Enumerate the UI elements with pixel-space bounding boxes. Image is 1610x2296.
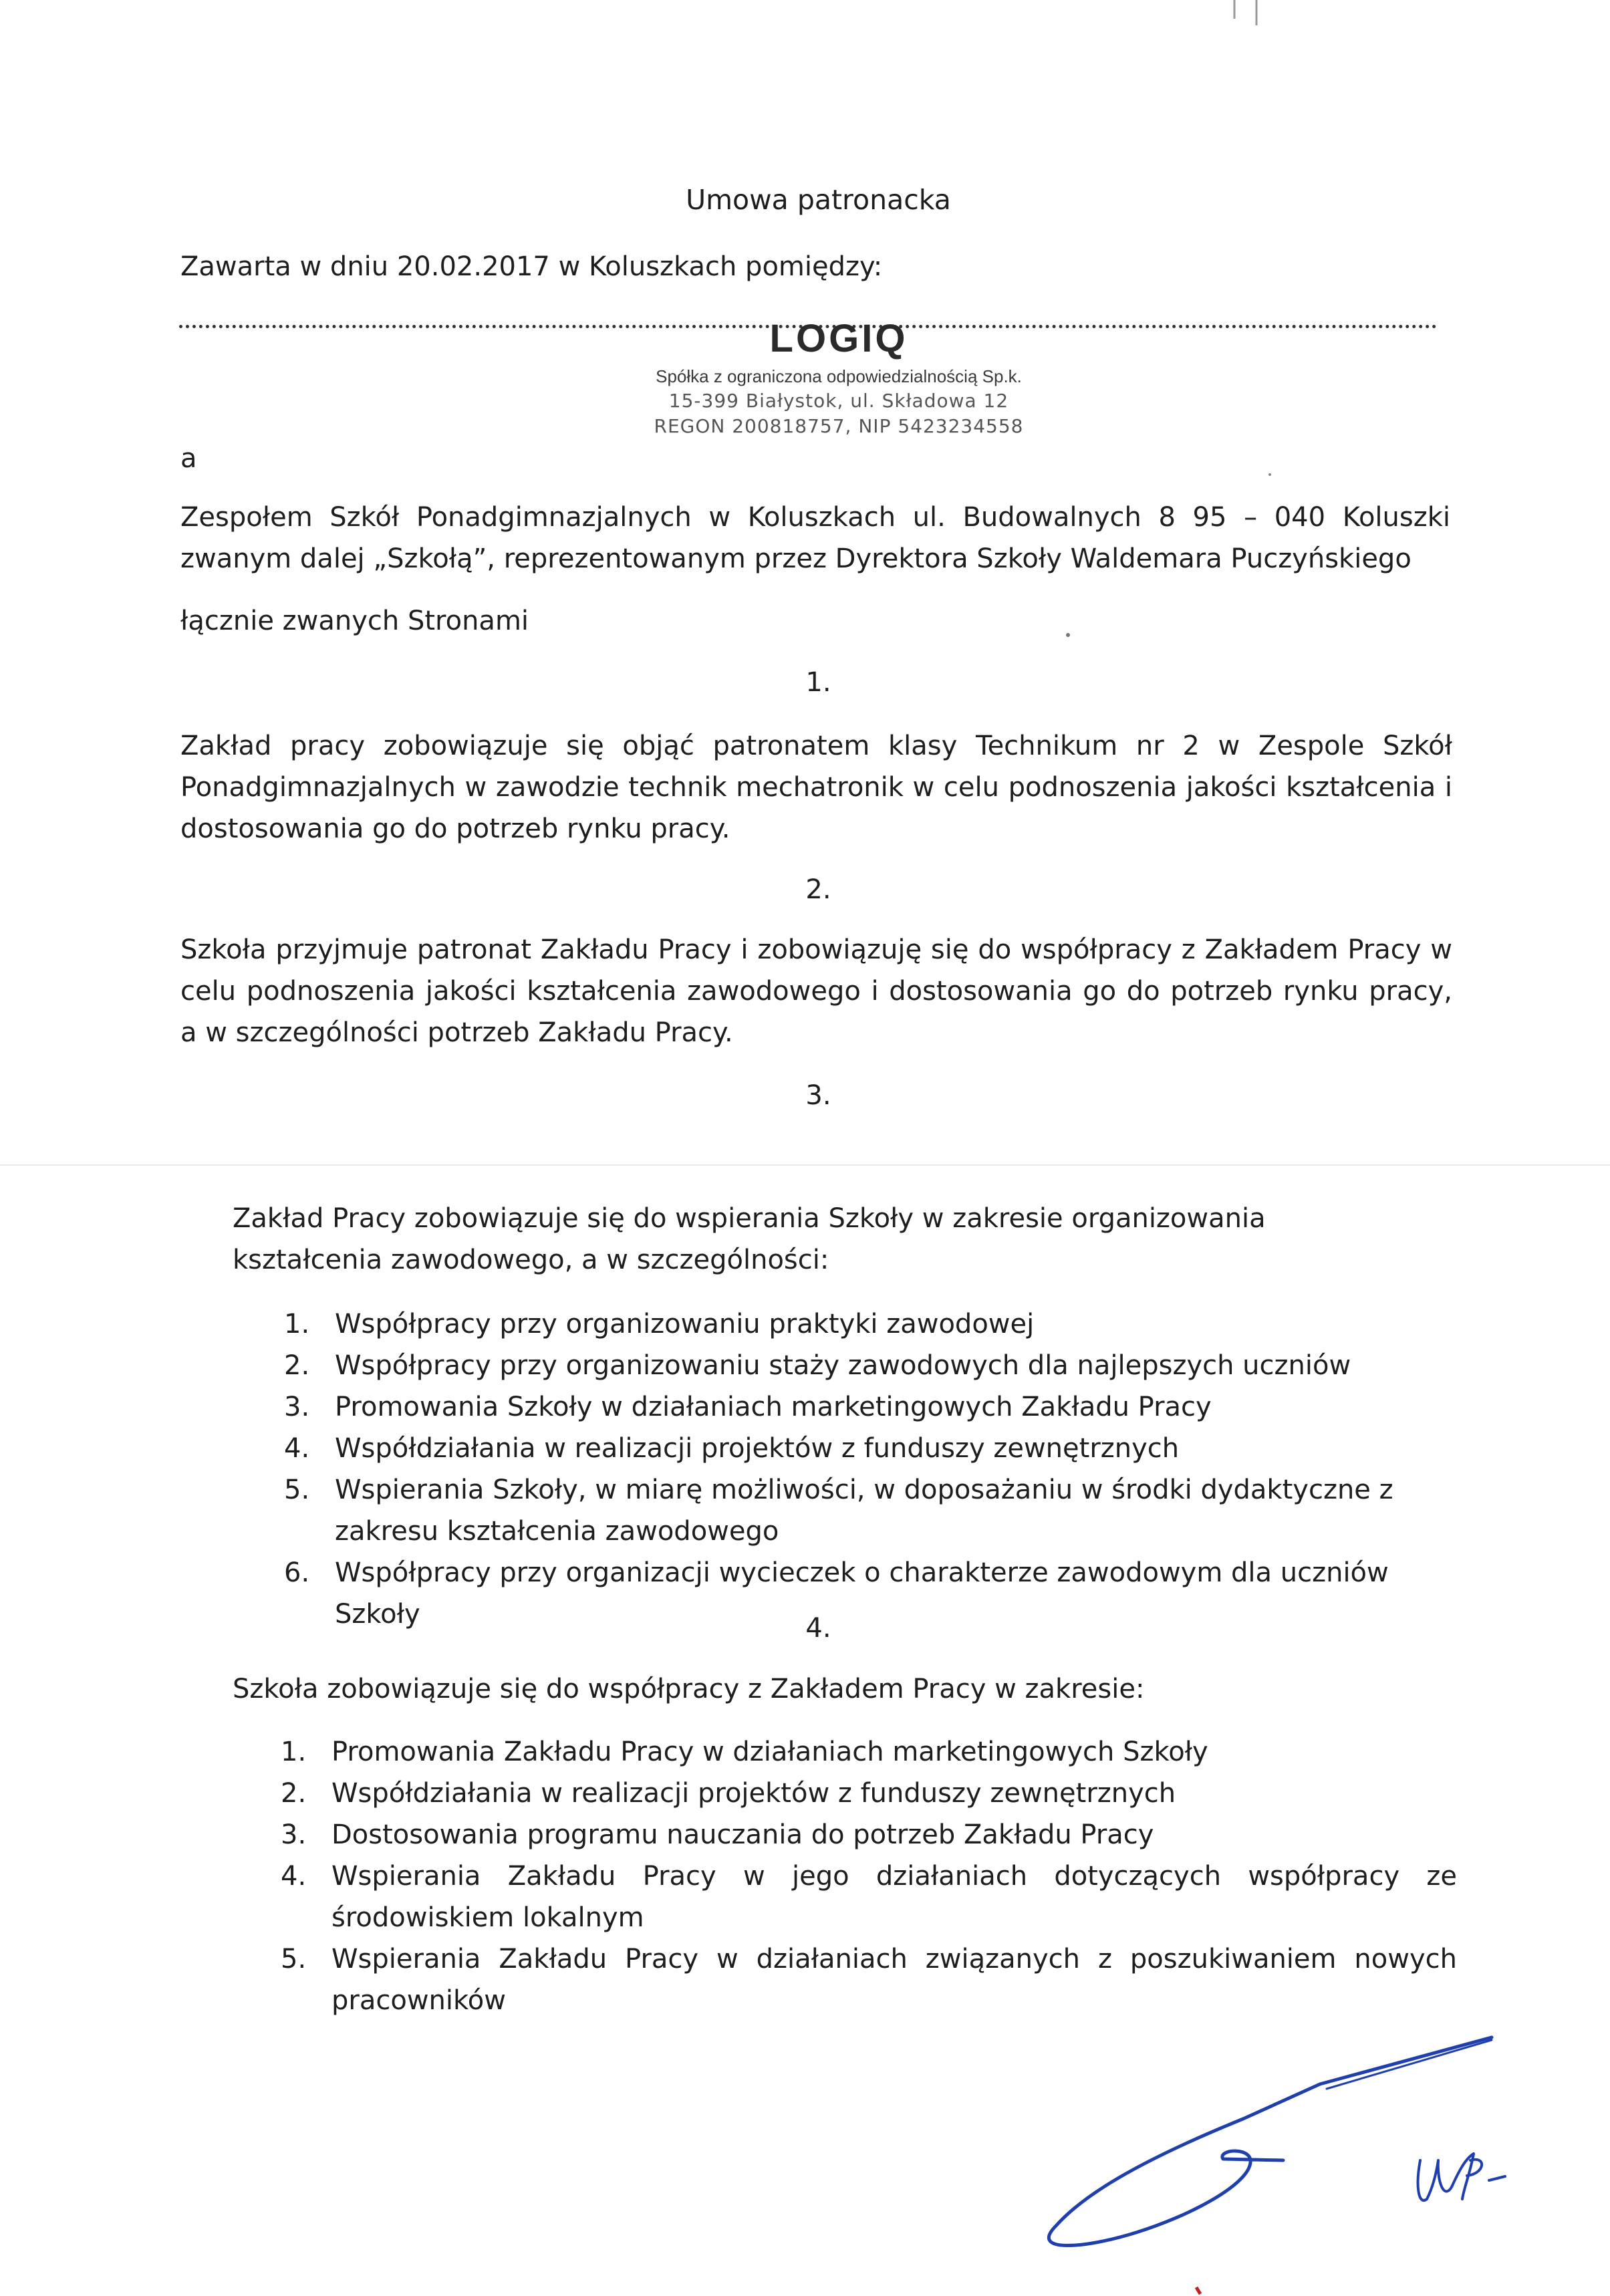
list-item-text: Współpracy przy organizowaniu staży zawodowych dla najlepszych uczniów [335,1350,1351,1381]
section-4-text: Szkoła zobowiązuje się do współpracy z Zakładem Pracy w zakresie: [233,1674,1145,1704]
list-item-number: 2. [281,1778,307,1809]
list-item-number: 1. [281,1737,307,1767]
list-item-number: 5. [281,1944,307,1974]
section-3-text: Zakład Pracy zobowiązuje się do wspierania Szkoły w zakresie organizowania kształcenia zawodowego, a w szczególności: [233,1203,1266,1275]
list-item-text: Współpracy przy organizowaniu praktyki zawodowej [335,1309,1035,1340]
list-item-text: Promowania Zakładu Pracy w działaniach marketingowych Szkoły [331,1737,1208,1767]
section-1-text: Zakład pracy zobowiązuje się objąć patronatem klasy Technikum nr 2 w Zespole Szkół Ponadgimnazjalnych w zawodzie technik mechatronik w celu podnoszenia jakości kształcenia i dostosowania go do potrzeb rynku pracy. [180,731,1452,844]
list-item-text: Współdziałania w realizacji projektów z funduszy zewnętrznych [335,1433,1180,1464]
red-mark [1196,2287,1200,2294]
section-2-text: Szkoła przyjmuje patronat Zakładu Pracy i zobowiązuję się do współpracy z Zakładem Pracy w celu podnoszenia jakości kształcenia zawodowego i dostosowania go do potrzeb rynku pracy, a w szczególności potrzeb Zakładu Pracy. [180,934,1452,1048]
list-item-text: Współdziałania w realizacji projektów z funduszy zewnętrznych [331,1778,1176,1809]
handwritten-signature [1049,2037,1492,2245]
list-item-text: Promowania Szkoły w działaniach marketingowych Zakładu Pracy [335,1392,1212,1422]
stamp-ids: REGON 200818757, NIP 5423234558 [654,414,1024,437]
section-number-4: 4. [805,1613,831,1644]
list-item-number: 4. [284,1433,310,1464]
section-number-3: 3. [805,1080,831,1111]
list-item-number: 2. [284,1350,310,1381]
list-item-number: 4. [281,1861,307,1892]
list-item-text: Dostosowania programu nauczania do potrzeb Zakładu Pracy [331,1819,1154,1850]
conjunction-a: a [180,443,197,474]
initials-signature [1418,2154,1505,2200]
list-item-number: 3. [284,1392,310,1422]
signature-stroke [1327,2040,1492,2089]
stray-mark [1066,633,1070,637]
list-item-text: Współpracy przy organizacji wycieczek o charakterze zawodowym dla uczniów Szkoły [335,1557,1389,1630]
stamp-logo: LOGIQ [769,317,908,360]
list-item-text: Wspierania Zakładu Pracy w działaniach związanych z poszukiwaniem nowych pracowników [331,1944,1457,2016]
stray-mark [1268,473,1271,476]
list-item-number: 3. [281,1819,307,1850]
list-item-number: 5. [284,1475,310,1505]
contract-date-line: Zawarta w dniu 20.02.2017 w Koluszkach pomiędzy: [180,251,883,282]
list-item-text: Wspierania Zakładu Pracy w jego działaniach dotyczących współpracy ze środowiskiem lokalnym [331,1861,1457,1933]
document-title: Umowa patronacka [686,184,951,216]
section-number-1: 1. [805,667,831,698]
stamp-company-name: Spółka z ograniczona odpowiedzialnością Sp.k. [656,366,1022,386]
list-item-text: Wspierania Szkoły, w miarę możliwości, w doposażaniu w środki dydaktyczne z zakresu kształcenia zawodowego [335,1475,1393,1547]
stamp-address: 15-399 Białystok, ul. Składowa 12 [668,390,1009,412]
school-party-paragraph: Zespołem Szkół Ponadgimnazjalnych w Koluszkach ul. Budowalnych 8 95 – 040 Koluszki zwanym dalej „Szkołą”, reprezentowanym przez Dyrektora Szkoły Waldemara Puczyńskiego [180,502,1450,574]
list-item-number: 1. [284,1309,310,1340]
parties-note: łącznie zwanych Stronami [180,606,529,636]
section-number-2: 2. [805,874,831,905]
list-item-number: 6. [284,1557,310,1588]
